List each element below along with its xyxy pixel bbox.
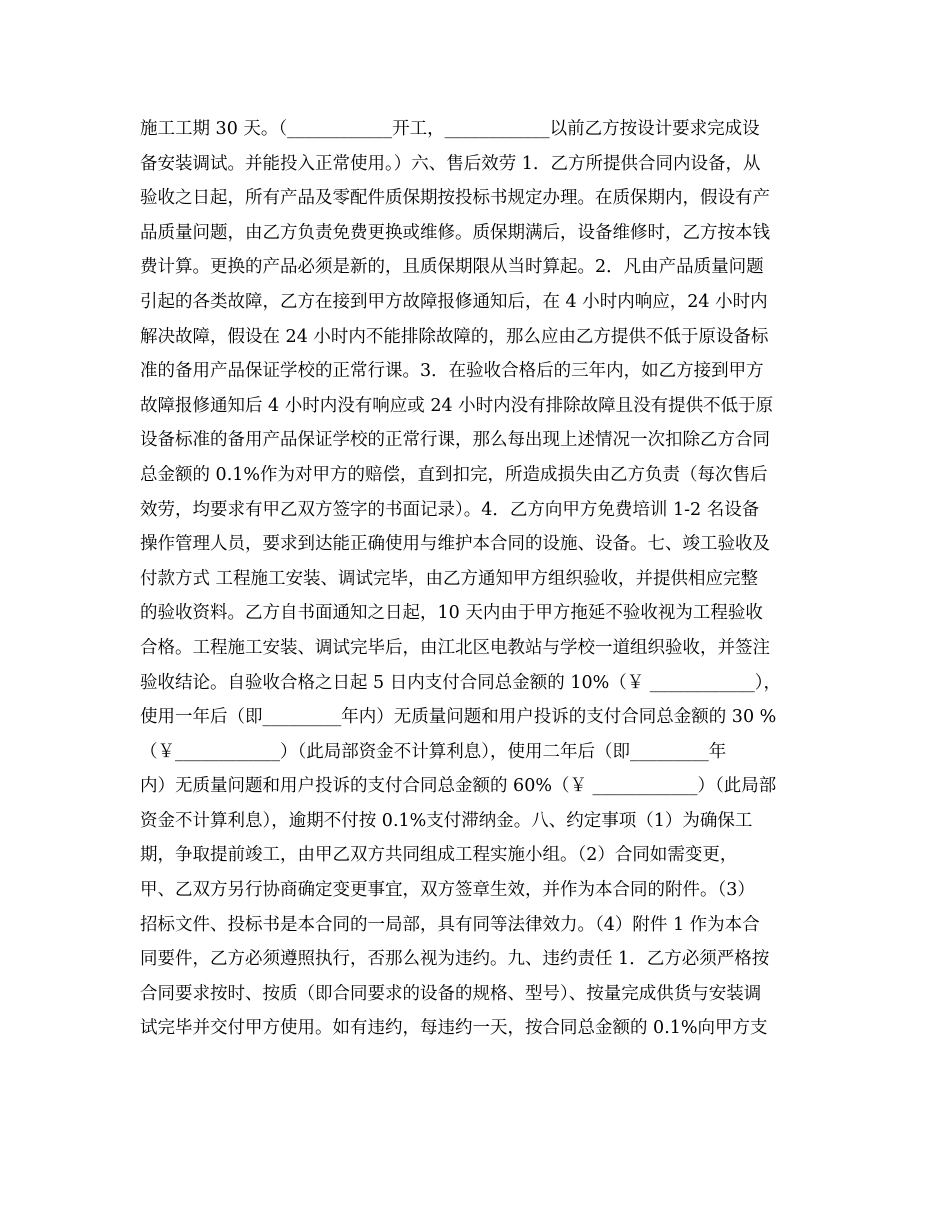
text-line: 验收结论。自验收合格之日起 5 日内支付合同总金额的 10%（￥ ____________）， xyxy=(140,672,782,693)
text-line: 费计算。更换的产品必须是新的，且质保期限从当时算起。2．凡由产品质量问题 xyxy=(140,257,764,278)
text-line: 的验收资料。乙方自书面通知之日起，10 天内由于甲方拖延不验收视为工程验收 xyxy=(140,603,763,624)
text-line: 施工工期 30 天。（____________开工，____________以前乙方按设计要求完成设 xyxy=(140,119,760,139)
contract-body-text xyxy=(140,112,830,1046)
text-line: 准的备用产品保证学校的正常行课。3．在验收合格后的三年内，如乙方接到甲方 xyxy=(140,361,764,382)
text-line: 总金额的 0.1%作为对甲方的赔偿，直到扣完，所造成损失由乙方负责（每次售后 xyxy=(140,464,768,485)
text-line: 合同要求按时、按质（即合同要求的设备的规格、型号）、按量完成供货与安装调 xyxy=(140,983,762,1004)
text-line: 解决故障，假设在 24 小时内不能排除故障的，那么应由乙方提供不低于原设备标 xyxy=(140,326,769,347)
text-line: 故障报修通知后 4 小时内没有响应或 24 小时内没有排除故障且没有提供不低于原 xyxy=(140,395,774,416)
text-line: 付款方式 工程施工安装、调试完毕，由乙方通知甲方组织验收，并提供相应完整 xyxy=(140,568,759,589)
text-line: 招标文件、投标书是本合同的一局部，具有同等法律效力。（4）附件 1 作为本合 xyxy=(140,914,760,935)
text-line: 内）无质量问题和用户投诉的支付合同总金额的 60%（￥ ____________）（此局部 xyxy=(140,776,777,797)
text-line: 试完毕并交付甲方使用。如有违约，每违约一天，按合同总金额的 0.1%向甲方支 xyxy=(140,1018,768,1039)
text-line: 资金不计算利息），逾期不付按 0.1%支付滞纳金。八、约定事项（1）为确保工 xyxy=(140,810,753,831)
text-line: 验收之日起，所有产品及零配件质保期按投标书规定办理。在质保期内，假设有产 xyxy=(140,188,770,209)
text-line: 使用一年后（即_________年内）无质量问题和用户投诉的支付合同总金额的 30 % xyxy=(140,707,777,728)
text-line: 同要件，乙方必须遵照执行，否那么视为违约。九、违约责任 1．乙方必须严格按 xyxy=(140,949,770,970)
text-line: 备安装调试。并能投入正常使用。）六、售后效劳 1．乙方所提供合同内设备，从 xyxy=(140,153,761,174)
text-line: 品质量问题，由乙方负责免费更换或维修。质保期满后，设备维修时，乙方按本钱 xyxy=(140,222,770,243)
text-line: 效劳，均要求有甲乙双方签字的书面记录）。4．乙方向甲方免费培训 1-2 名设备 xyxy=(140,499,760,520)
text-line: 操作管理人员，要求到达能正确使用与维护本合同的设施、设备。七、竣工验收及 xyxy=(140,534,770,555)
text-line: 甲、乙双方另行协商确定变更事宜，双方签章生效，并作为本合同的附件。（3） xyxy=(140,880,755,901)
text-line: 设备标准的备用产品保证学校的正常行课，那么每出现上述情况一次扣除乙方合同 xyxy=(140,430,770,451)
text-line: 期，争取提前竣工，由甲乙双方共同组成工程实施小组。（2）合同如需变更， xyxy=(140,845,738,866)
text-line: 引起的各类故障，乙方在接到甲方故障报修通知后，在 4 小时内响应，24 小时内 xyxy=(140,291,768,312)
text-line: 合格。工程施工安装、调试完毕后，由江北区电教站与学校一道组织验收，并签注 xyxy=(140,637,770,658)
text-line: （￥____________）（此局部资金不计算利息），使用二年后（即_________年 xyxy=(140,741,727,762)
